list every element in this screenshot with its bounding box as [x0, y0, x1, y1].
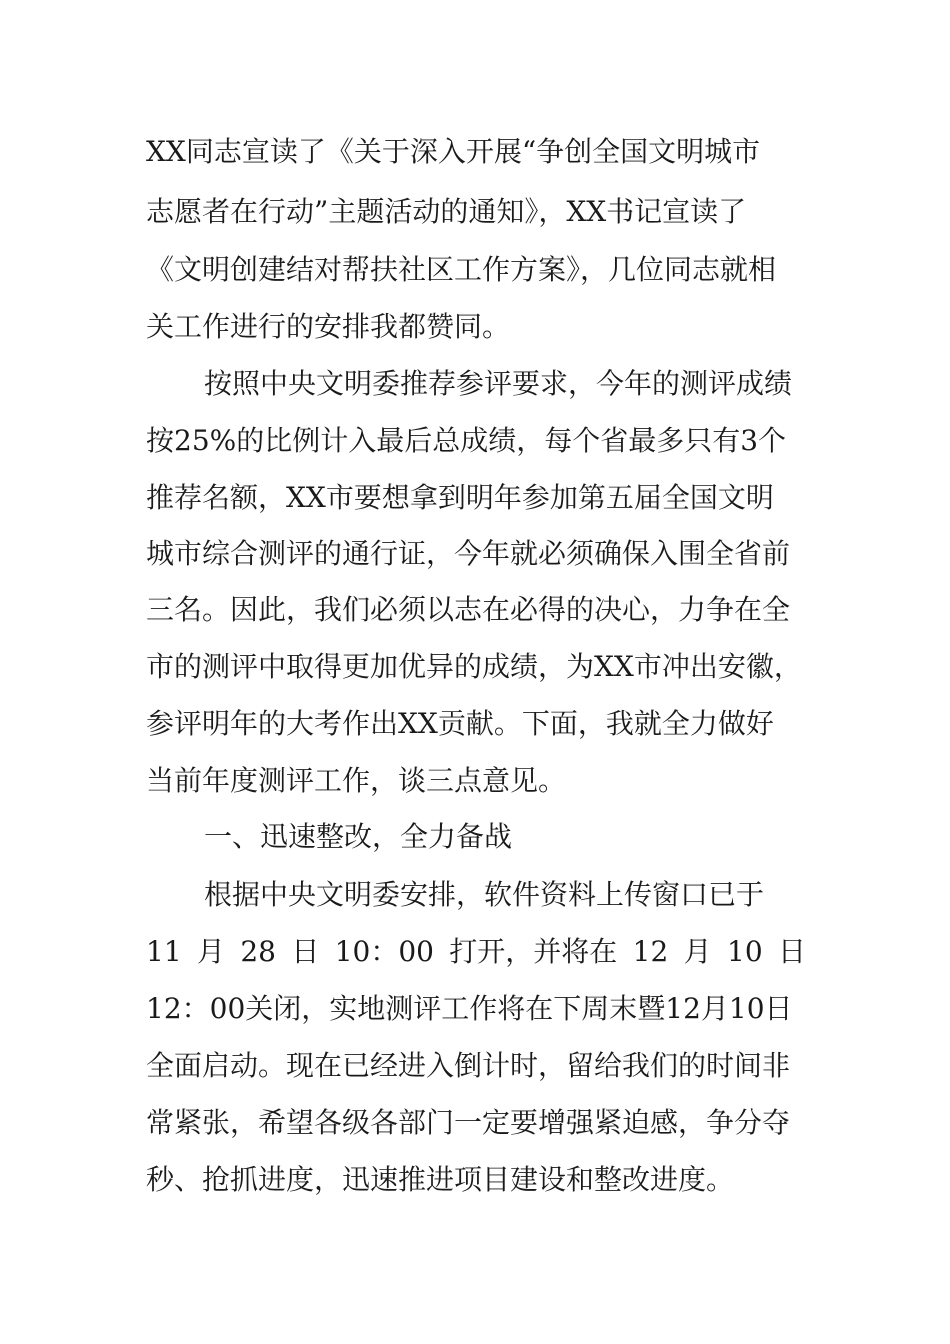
- text-fragment: 10: [727, 935, 763, 968]
- text-line: 12：00关闭，实地测评工作将在下周末暨12月10日: [146, 992, 793, 1025]
- text-fragment: 28: [240, 935, 276, 968]
- text-line: 志愿者在行动”主题活动的通知》，XX书记宣读了: [146, 195, 747, 228]
- text-line: 当前年度测评工作，谈三点意见。: [146, 764, 567, 797]
- text-line: 常紧张，希望各级各部门一定要增强紧迫感，争分夺: [146, 1106, 791, 1139]
- text-fragment: 日: [291, 935, 320, 968]
- text-line: 全面启动。现在已经进入倒计时，留给我们的时间非: [146, 1049, 791, 1082]
- text-line: 推荐名额，XX市要想拿到明年参加第五届全国文明: [146, 481, 774, 514]
- text-fragment: 月: [683, 935, 712, 968]
- text-line: XX同志宣读了《关于深入开展“争创全国文明城市: [146, 135, 761, 168]
- text-line: 市的测评中取得更加优异的成绩，为XX市冲出安徽，: [146, 650, 802, 683]
- text-fragment: 月: [196, 935, 225, 968]
- text-line: 按25%的比例计入最后总成绩，每个省最多只有3个: [146, 424, 787, 457]
- text-line: 三名。因此，我们必须以志在必得的决心，力争在全: [146, 593, 791, 626]
- text-line: 关工作进行的安排我都赞同。: [146, 310, 511, 343]
- text-line: 参评明年的大考作出XX贡献。下面，我就全力做好: [146, 707, 774, 740]
- text-line: 秒、抢抓进度，迅速推进项目建设和整改进度。: [146, 1163, 735, 1196]
- section-heading: 一、迅速整改，全力备战: [204, 820, 513, 853]
- text-line: 城市综合测评的通行证，今年就必须确保入围全省前: [146, 537, 791, 570]
- text-fragment: 10：00: [334, 935, 434, 968]
- text-fragment: 日: [777, 935, 806, 968]
- paragraph-first-line: 根据中央文明委安排，软件资料上传窗口已于: [204, 878, 765, 911]
- text-fragment: 11: [146, 935, 182, 968]
- paragraph-first-line: 按照中央文明委推荐参评要求，今年的测评成绩: [204, 367, 793, 400]
- text-line-justified: [146, 932, 806, 972]
- text-line: 《文明创建结对帮扶社区工作方案》，几位同志就相: [146, 253, 777, 286]
- text-fragment: 12: [632, 935, 669, 968]
- text-fragment: 打开，并将在: [449, 935, 618, 968]
